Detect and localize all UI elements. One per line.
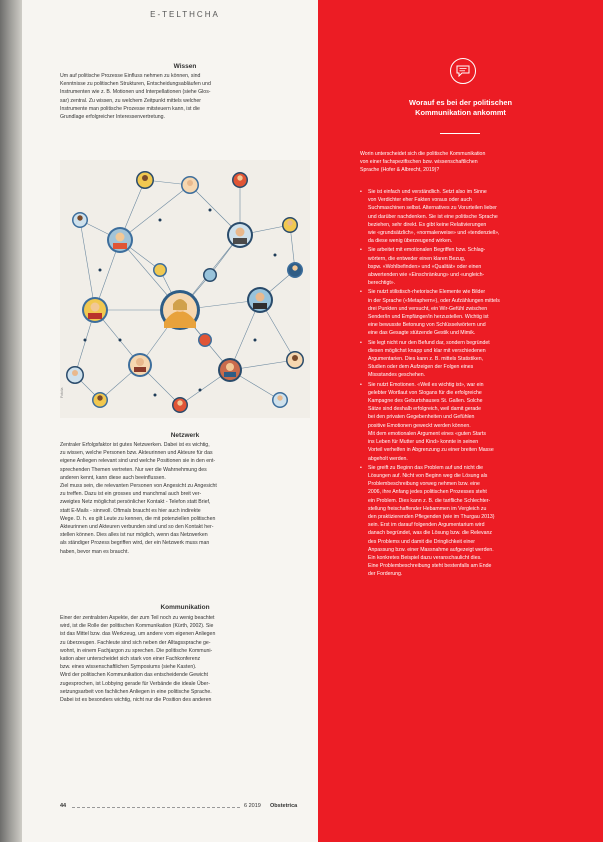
text-line: haben, bevor man es braucht.: [60, 548, 129, 555]
text-line: Zentraler Erfolgsfaktor ist gutes Netzwerken. Dabei ist es wichtig,: [60, 442, 210, 448]
info-box-bullets: [360, 188, 574, 580]
magazine-name: Obstetrica: [270, 803, 298, 809]
text-line: zu wissen, welche Personen bzw. Akteurinnen und Akteure für das: [60, 450, 213, 457]
bullet-line: Missstandes geschehen.: [368, 372, 426, 379]
bullet-line: Studien oder dem Aufzeigen der Folgen eines: [368, 364, 474, 371]
section-title-netzwerk: Netzwerk: [170, 432, 200, 439]
info-box-title: [358, 98, 563, 118]
bullet-line: Anpassung bzw. einer Massnahme aufgezeigt werden.: [368, 546, 494, 553]
person-central: [160, 290, 200, 330]
bullet-line: diesen möglichst knapp und klar mit verschiedenen: [368, 347, 486, 354]
text-line: zweigtes Netz möglichst persönlicher Kontakt - Telefon statt Brief,: [60, 499, 211, 506]
bullet-line: stellung freischaffender Hebammen im Vergleich zu: [368, 505, 487, 512]
text-line: statt E-Mails - sinnvoll. Oftmals braucht es hier auch indirekte: [60, 507, 201, 514]
text-line: Um auf politische Prozesse Einfluss nehmen zu können, sind: [60, 73, 201, 79]
bullet-line: Kampagne des Geburtshauses St. Gallen. Solche: [368, 398, 483, 405]
bullet-line: eine das Gesagte stützende Gestik und Mimik.: [368, 330, 476, 337]
text-line: eigene Anliegen relevant sind und welche Positionen sie in den ent-: [60, 458, 216, 465]
text-line: wird, ist die Rolle der politischen Kommunikation (Kürth, 2002). Sie: [60, 623, 214, 630]
bullet-item: [360, 381, 574, 463]
bullet-line: und darüber nachdenken. Sie ist eine politische Sprache: [368, 213, 498, 220]
text-line: sprechenden Themen vertreten. Nur wer die Wahrnehmung des: [60, 466, 207, 473]
bullet-line: Sätze sind deshalb erfolgreich, weil damit gerade: [368, 406, 482, 413]
text-line: kation aber unterscheidet sich stark von einer Fachkonferenz: [60, 656, 201, 663]
bullet-line: Suchmaschinen selbst. Alternatives zu Vorurteilen lieber: [368, 205, 497, 212]
bullet-line: bei den privaten Gegebenheiten und Gefühlen: [368, 414, 475, 421]
info-box-intro: [360, 150, 570, 175]
network-illustration: [60, 160, 310, 418]
bullet-line: 2006, ihre Anfang jedes politischen Prozesses steht: [368, 489, 487, 496]
intro-line: Sprache (Hofer & Albrecht, 2019)?: [360, 167, 440, 174]
intro-line: Worin unterscheidet sich die politische Kommunikation: [360, 151, 486, 157]
page-number: 44: [60, 803, 67, 809]
bullet-line: Ein konkretes Beispiel dazu veranschaulicht dies.: [368, 554, 482, 561]
section-title-kommunikation: Kommunikation: [160, 604, 210, 611]
text-line: Grundlage erfolgreicher Interessenvertretung.: [60, 114, 165, 121]
photo-credit: Fotolia: [60, 387, 64, 398]
title-underline: [440, 133, 480, 134]
text-line: als ständiger Prozess begriffen wird, der ein Netzwerk muss man: [60, 540, 210, 547]
bullet-line: Argumentarien. Dies kann z. B. mittels Statistiken,: [368, 356, 484, 363]
text-line: wohnt, in einem Fachjargon zu sprechen. Die politische Kommuni-: [60, 647, 213, 654]
bullet-line: berechtigt».: [368, 280, 396, 287]
text-line: anderen kennt, kann diese auch beeinflussen.: [60, 474, 166, 481]
bullet-line: Vorteil verhelfen in Abgrenzung zu einer breiten Masse: [368, 447, 494, 454]
network-illustration-svg: [60, 160, 310, 418]
bullet-item: [360, 246, 574, 287]
bullet-item: [360, 464, 574, 579]
kommunikation-paragraph: [60, 614, 312, 704]
text-line: Wird der politischen Kommunikation das entscheidende Gewicht: [60, 672, 208, 679]
text-line: Ziel muss sein, die relevanten Personen von Angesicht zu Angesicht: [60, 483, 217, 490]
text-line: zu treffen. Dazu ist ein grosses und manchmal auch breit ver-: [60, 491, 202, 498]
bullet-item: [360, 288, 574, 337]
text-line: Wege. D. h. es gilt Leute zu kennen, die mit potenziellen politischen: [60, 515, 216, 522]
bullet-line: des Problems und damit die Dringlichkeit einer: [368, 538, 475, 545]
running-head: E-TELTHCHA: [150, 10, 220, 19]
section-title-wissen: Wissen: [173, 63, 197, 70]
bullet-line: da diese wenig überzeugend wirken.: [368, 238, 453, 245]
text-line: ist das Mittel bzw. das Werkzeug, um andere vom eigenen Anliegen: [60, 631, 216, 638]
bullet-line: der Forderung.: [368, 571, 403, 578]
bullet-line: Problembeschreibung vorweg nehmen bzw. eine: [368, 481, 480, 488]
bullet-line: ins Leben für Mutter und Kind» konnte in seinen: [368, 439, 479, 446]
wissen-paragraph: [60, 72, 312, 121]
bullet-item: [360, 339, 574, 380]
bullet-line: wörtern, die entweder einen klaren Bezug,: [368, 255, 466, 262]
bullet-line: • Sie ist einfach und verständlich. Setzt also im Sinne: [368, 189, 487, 195]
text-line: Kenntnisse zu politischen Strukturen, Entscheidungsabläufen und: [60, 81, 211, 88]
bullet-line: positive Emotionen geweckt werden können.: [368, 422, 471, 429]
text-line: Einer der zentralsten Aspekte, der zum Teil noch zu wenig beachtet: [60, 615, 215, 621]
bullet-line: • Sie legt nicht nur den Befund dar, sondern begründet: [368, 339, 490, 346]
title-line: Worauf es bei der politischen: [409, 98, 512, 107]
bullet-line: • Sie greift zu Beginn das Problem auf und nicht die: [368, 464, 484, 471]
text-line: Dabei ist es besonders wichtig, nicht nur die Position des anderen: [60, 697, 212, 704]
text-line: Instrumenten wie z. B. Motionen und Interpellationen (siehe Glos-: [60, 89, 211, 96]
bullet-line: Lösungen auf. Nicht von Beginn weg die Lösung als: [368, 472, 488, 479]
bullet-item: [360, 188, 574, 245]
bullet-line: • Sie nutzt stilistisch-rhetorische Elemente wie Bilder: [368, 289, 486, 296]
bullet-line: sein. Erst im darauf folgenden Argumentarium wird: [368, 522, 485, 529]
bullet-line: • Sie nutzt Emotionen. «Weil es wichtig ist», war ein: [368, 381, 484, 388]
text-line: zugesprochen, ist Lobbying gerade für Verbände die ideale Über-: [60, 680, 210, 687]
bullet-line: • Sie arbeitet mit emotionalen Begriffen bzw. Schlag-: [368, 247, 486, 254]
bullet-line: bspw. «Wohlbefinden» und «Qualität» oder einen: [368, 263, 482, 270]
bullet-line: beziehen, sehr direkt. Es gibt keine Relativierungen: [368, 221, 487, 228]
text-line: sar) zentral. Zu wissen, zu welchem Zeitpunkt mittels welcher: [60, 97, 201, 104]
page-footer: [60, 801, 314, 813]
speech-bubble-icon: [450, 58, 476, 84]
bullet-line: von Verdichter eher Fakten voraus oder auch: [368, 197, 472, 204]
bullet-line: drei Punkten und versucht, ein Wir-Gefühl zwischen: [368, 305, 488, 312]
bullet-line: danach begründet, was die Lösung bzw. die Relevanz: [368, 530, 493, 537]
bullet-line: abgeholt werden.: [368, 455, 408, 462]
bullet-line: ein Problem. Dies kann z. B. die tarifliche Schlechter-: [368, 497, 491, 504]
book-spine: [0, 0, 22, 842]
speech-bubble-icon-glyph: [456, 65, 470, 77]
info-box-panel: [318, 0, 603, 842]
bullet-line: wie «grundsätzlich», «normalerweise» und «tendenziell»,: [368, 230, 500, 237]
intro-line: von einer fachspezifischen bzw. wissenschaftlichen: [360, 159, 478, 166]
bullet-line: Mit dem emotionalen Argument eines «guten Starts: [368, 430, 486, 437]
left-page: [22, 0, 318, 842]
footer-rule: [72, 807, 240, 808]
bullet-line: abwertenden wie «Einschränkung» und «ungleich-: [368, 272, 485, 279]
text-line: stellen können. Dies alles ist nur möglich, wenn das Netzwerken: [60, 532, 208, 539]
netzwerk-paragraph: [60, 441, 312, 556]
text-line: setzungsarbeit von fachlichen Anliegen in eine politische Sprache.: [60, 688, 212, 695]
bullet-line: den praktizierenden Pflegenden (wie im Thurgau 2013): [368, 513, 495, 520]
text-line: zu überzeugen. Fachleute sind sich neben der Alltagssprache ge-: [60, 639, 211, 646]
bullet-line: Sender/in und Empfänger/in herzustellen. Wichtig ist: [368, 314, 489, 321]
text-line: bzw. eines wissenschaftlichen Symposiums (siehe Kasten).: [60, 664, 197, 671]
bullet-line: in der Sprache («Metaphern»), oder Aufzählungen mittels: [368, 297, 500, 304]
title-line: Kommunikation ankommt: [415, 108, 506, 117]
bullet-line: eine bewusste Betonung von Schlüsselwörtern und: [368, 322, 486, 329]
text-line: Akteurinnen und Akteuren verbunden sind und so den Kontakt her-: [60, 524, 214, 531]
bullet-line: gelebter Wortlaut von Slogans für die erfolgreiche: [368, 389, 482, 396]
text-line: Instrumente man politische Prozesse mitsteuern kann, ist die: [60, 105, 200, 112]
bullet-line: Eine Problembeschreibung steht bestenfalls am Ende: [368, 563, 492, 570]
issue-label: 6 2019: [244, 803, 261, 809]
